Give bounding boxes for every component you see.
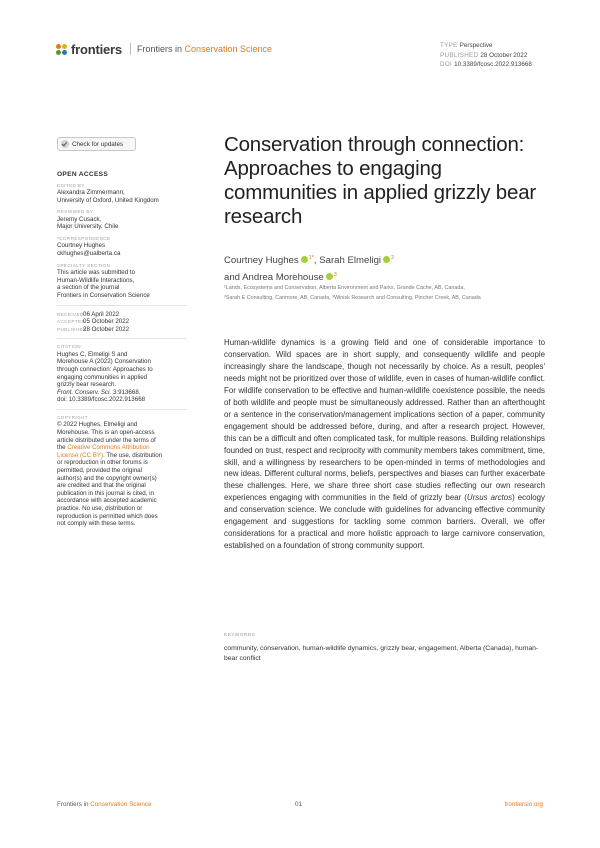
reviewed-by-label: REVIEWED BY bbox=[57, 209, 94, 215]
citation-journal-line bbox=[57, 389, 187, 397]
edited-by bbox=[57, 183, 187, 205]
footer-journal-prefix: Frontiers in bbox=[57, 801, 91, 808]
page-number: 01 bbox=[295, 801, 303, 808]
accepted-row bbox=[57, 318, 187, 326]
reviewed-by bbox=[57, 209, 187, 231]
editor-line: University of Oxford, United Kingdom bbox=[57, 196, 159, 204]
open-access-label: OPEN ACCESS bbox=[57, 171, 109, 178]
correspondence bbox=[57, 236, 187, 258]
author-name[interactable]: and Andrea Morehouse bbox=[224, 272, 324, 284]
reviewer-line: Jeremy Cusack, bbox=[57, 215, 102, 223]
specialty-section bbox=[57, 263, 187, 300]
specialty-line: Human-Wildlife Interactions, bbox=[57, 276, 135, 284]
affiliation-line: ¹Lands, Ecosystems and Conservation, Alberta Environment and Parks, Grande Cache, AB, Canada, bbox=[224, 285, 465, 291]
citation-line: Hughes C, Elmeligi S and bbox=[57, 350, 128, 358]
type-row bbox=[440, 41, 532, 51]
copyright-text: The use, distribution bbox=[104, 451, 163, 459]
journal-name[interactable] bbox=[137, 44, 272, 54]
sidebar-info bbox=[57, 171, 187, 533]
reviewer-line: Major University, Chile bbox=[57, 223, 119, 231]
copyright-line: permitted, provided the original bbox=[57, 467, 142, 475]
correspondence-label: *CORRESPONDENCE bbox=[57, 235, 111, 241]
received-date: 06 April 2022 bbox=[83, 310, 120, 318]
divider bbox=[57, 305, 187, 306]
article-meta bbox=[440, 41, 532, 70]
citation-journal: Front. Conserv. Sci. bbox=[57, 388, 112, 396]
dates bbox=[57, 311, 187, 334]
author-name[interactable]: Courtney Hughes bbox=[224, 255, 299, 267]
orcid-icon[interactable] bbox=[383, 256, 390, 263]
check-icon bbox=[61, 140, 69, 148]
published-date: 28 October 2022 bbox=[83, 325, 130, 333]
published-row bbox=[440, 51, 532, 61]
copyright-line bbox=[57, 452, 187, 460]
frontiers-logo-icon bbox=[56, 44, 67, 55]
species-name: Ursus arctos bbox=[466, 493, 513, 503]
citation-line: grizzly bear research. bbox=[57, 381, 117, 389]
copyright bbox=[57, 415, 187, 528]
citation-volume: 3:913668. bbox=[112, 388, 141, 396]
specialty-line: a section of the journal bbox=[57, 284, 120, 292]
citation bbox=[57, 344, 187, 404]
footer-journal-title: Conservation Science bbox=[90, 801, 152, 808]
copyright-label: COPYRIGHT bbox=[57, 414, 88, 420]
header-divider bbox=[130, 43, 131, 55]
abstract-text: ) ecology and conservation science. We conclude with guidelines for advancing effective community engagement and suggestions for tackling some common barriers. Overall, we offer considerations for a practical and more holistic approach to large carnivore conservation, established on a foundation of strong community support. bbox=[224, 493, 545, 551]
journal-title: Conservation Science bbox=[184, 44, 273, 54]
author-name[interactable]: , Sarah Elmeligi bbox=[313, 255, 382, 267]
affiliation-line: ²Sarah E Consulting, Canmore, AB, Canada, ³Winisk Research and Consulting, Pincher Creek, AB, Canada bbox=[224, 294, 481, 301]
specialty-line: Frontiers in Conservation Science bbox=[57, 291, 150, 299]
received-row bbox=[57, 311, 187, 319]
divider bbox=[57, 338, 187, 339]
correspondence-email[interactable]: ckhughes@ualberta.ca bbox=[57, 250, 121, 258]
citation-doi[interactable]: doi: 10.3389/fcosc.2022.913668 bbox=[57, 396, 146, 404]
copyright-line: © 2022 Hughes, Elmeligi and bbox=[57, 421, 138, 429]
copyright-line: practice. No use, distribution or bbox=[57, 505, 143, 512]
logo-text: frontiers bbox=[71, 42, 122, 57]
article-title: Conservation through connection: Approaches to engaging communities in applied grizzly bear research bbox=[224, 133, 537, 228]
author-list bbox=[224, 251, 554, 285]
license-link[interactable]: Creative Commons Attribution bbox=[67, 444, 150, 452]
edited-by-label: EDITED BY bbox=[57, 182, 85, 188]
type-value: Perspective bbox=[459, 42, 493, 49]
copyright-line: author(s) and the copyright owner(s) bbox=[57, 474, 157, 482]
frontiers-logo[interactable] bbox=[56, 42, 122, 57]
author-affiliation-mark: 3 bbox=[333, 272, 337, 279]
check-updates-label: Check for updates bbox=[72, 140, 124, 148]
published-label: PUBLISHED bbox=[440, 51, 479, 59]
published-value: 28 October 2022 bbox=[480, 51, 528, 59]
specialty-label: SPECIALTY SECTION bbox=[57, 262, 111, 268]
citation-line: through connection: Approaches to bbox=[57, 366, 153, 373]
type-label: TYPE bbox=[440, 42, 458, 49]
copyright-line: publication in this journal is cited, in bbox=[57, 489, 154, 497]
copyright-line: Morehouse. This is an open-access bbox=[57, 429, 155, 437]
copyright-line: reproduction is permitted which does bbox=[57, 512, 158, 520]
keywords: community, conservation, human-wildlife dynamics, grizzly bear, engagement, Alberta (Canada), human-bear conflict bbox=[224, 645, 539, 662]
orcid-icon[interactable] bbox=[326, 273, 333, 280]
doi-value: 10.3389/fcosc.2022.913668 bbox=[454, 61, 532, 68]
check-for-updates-button[interactable] bbox=[57, 137, 136, 151]
doi-row[interactable] bbox=[440, 60, 532, 70]
orcid-icon[interactable] bbox=[301, 256, 308, 263]
citation-line: engaging communities in applied bbox=[57, 373, 148, 381]
author-affiliation-mark: 2 bbox=[391, 255, 395, 261]
footer-journal bbox=[57, 801, 152, 808]
footer-site-link[interactable]: frontiersin.org bbox=[504, 801, 543, 808]
published-row bbox=[57, 326, 187, 334]
published-label: PUBLISHED bbox=[57, 326, 87, 332]
doi-label: DOI bbox=[440, 61, 453, 68]
keywords-label: KEYWORDS bbox=[224, 633, 256, 638]
copyright-line: not comply with these terms. bbox=[57, 520, 136, 528]
copyright-line: or reproduction in other forums is bbox=[57, 459, 148, 467]
copyright-text: the bbox=[57, 444, 68, 452]
copyright-line: article distributed under the terms of bbox=[57, 436, 156, 444]
abstract bbox=[224, 337, 545, 552]
accepted-label: ACCEPTED bbox=[57, 319, 86, 325]
divider bbox=[57, 409, 187, 410]
copyright-line: accordance with accepted academic bbox=[57, 497, 157, 505]
specialty-line: This article was submitted to bbox=[57, 269, 136, 277]
author-affiliation-mark: 1* bbox=[308, 255, 314, 261]
editor-line: Alexandra Zimmermann, bbox=[57, 189, 125, 197]
affiliations bbox=[224, 284, 549, 303]
journal-prefix: Frontiers in bbox=[137, 44, 185, 54]
citation-line: Morehouse A (2022) Conservation bbox=[57, 358, 151, 366]
license-link[interactable]: License (CC BY). bbox=[57, 451, 105, 459]
abstract-text: Human-wildlife dynamics is a growing field and one of considerable importance to conservation. Wild spaces are in short supply, and consequently wildlife and people increasingly share the landscape, though not necessarily by choice. As a result, peoples' needs might not be prioritized over those of wildlife, even in cases of human-wildlife conflict. For wildlife conservation to be effective and human-wildlife coexistence possible, the needs of both wildlife and people must be simultaneously addressed. Rather than an afterthought or a sentence in the conservation/management implications section of a paper, community engagement should be addressed before, during, and after a research project. However, this can be a difficult and often complicated task, for multiple reasons. Building relationships founded on trust, respect and reciprocity with community members takes commitment, time, skill, and a willingness by researchers to be open-minded in terms of methodologies and new ideas. Different cultural norms, beliefs, perspectives and biases can further exacerbate these challenges. Here, we share three short case studies reflecting our own research experiences engaging with communities in the field of grizzly bear ( bbox=[224, 338, 545, 503]
correspondence-name: Courtney Hughes bbox=[57, 242, 106, 250]
copyright-line: are credited and that the original bbox=[57, 482, 146, 490]
citation-label: CITATION bbox=[57, 344, 81, 350]
accepted-date: 05 October 2022 bbox=[83, 318, 130, 326]
copyright-line bbox=[57, 444, 187, 452]
received-label: RECEIVED bbox=[57, 311, 84, 317]
